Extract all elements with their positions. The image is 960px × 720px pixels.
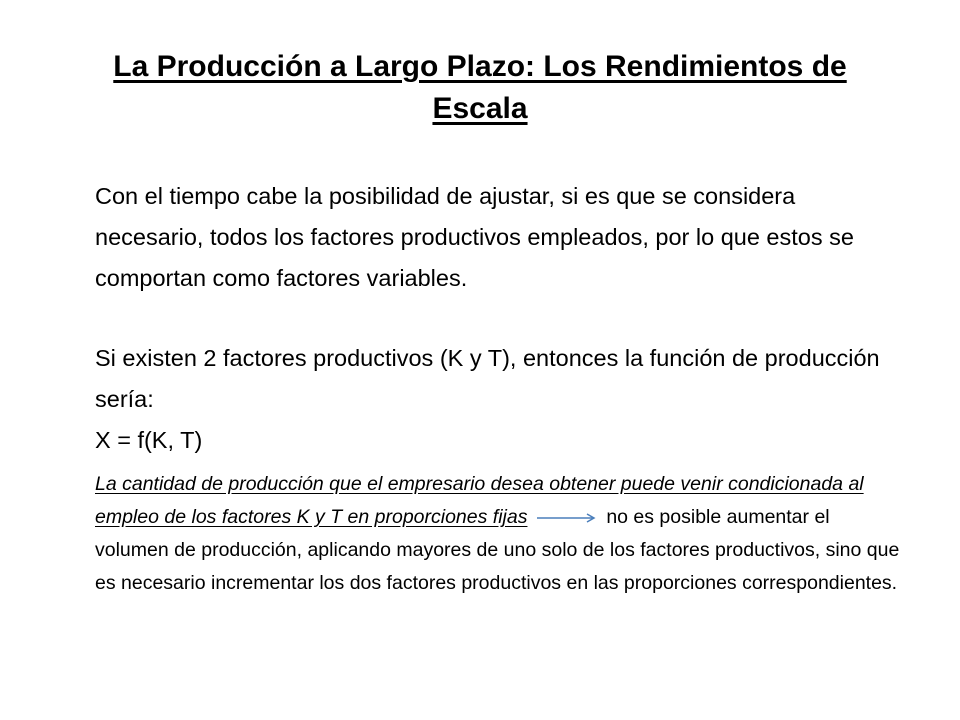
- fixed-proportions-emphasis: La cantidad de producción que el empresario desea obtener puede venir condicionada al empleo de los factores K y T en proporciones fijas: [95, 473, 864, 528]
- slide-title: La Producción a Largo Plazo: Los Rendimientos de Escala: [113, 50, 847, 125]
- production-formula: X = f(K, T): [95, 427, 203, 453]
- paragraph-fixed-proportions: [95, 468, 905, 600]
- paragraph-time-adjustment: Con el tiempo cabe la posibilidad de ajustar, si es que se considera necesario, todos los factores productivos empleados, por lo que estos se comportan como factores variables.: [95, 183, 854, 291]
- paragraph-production-function: Si existen 2 factores productivos (K y T), entonces la función de producción sería:: [95, 345, 880, 412]
- right-arrow-icon: [535, 511, 599, 525]
- fixed-proportions-explanation: no es posible aumentar el volumen de producción, aplicando mayores de uno solo de los factores productivos, sino que es necesario incrementar los dos factores productivos en las proporciones correspondientes.: [95, 506, 900, 594]
